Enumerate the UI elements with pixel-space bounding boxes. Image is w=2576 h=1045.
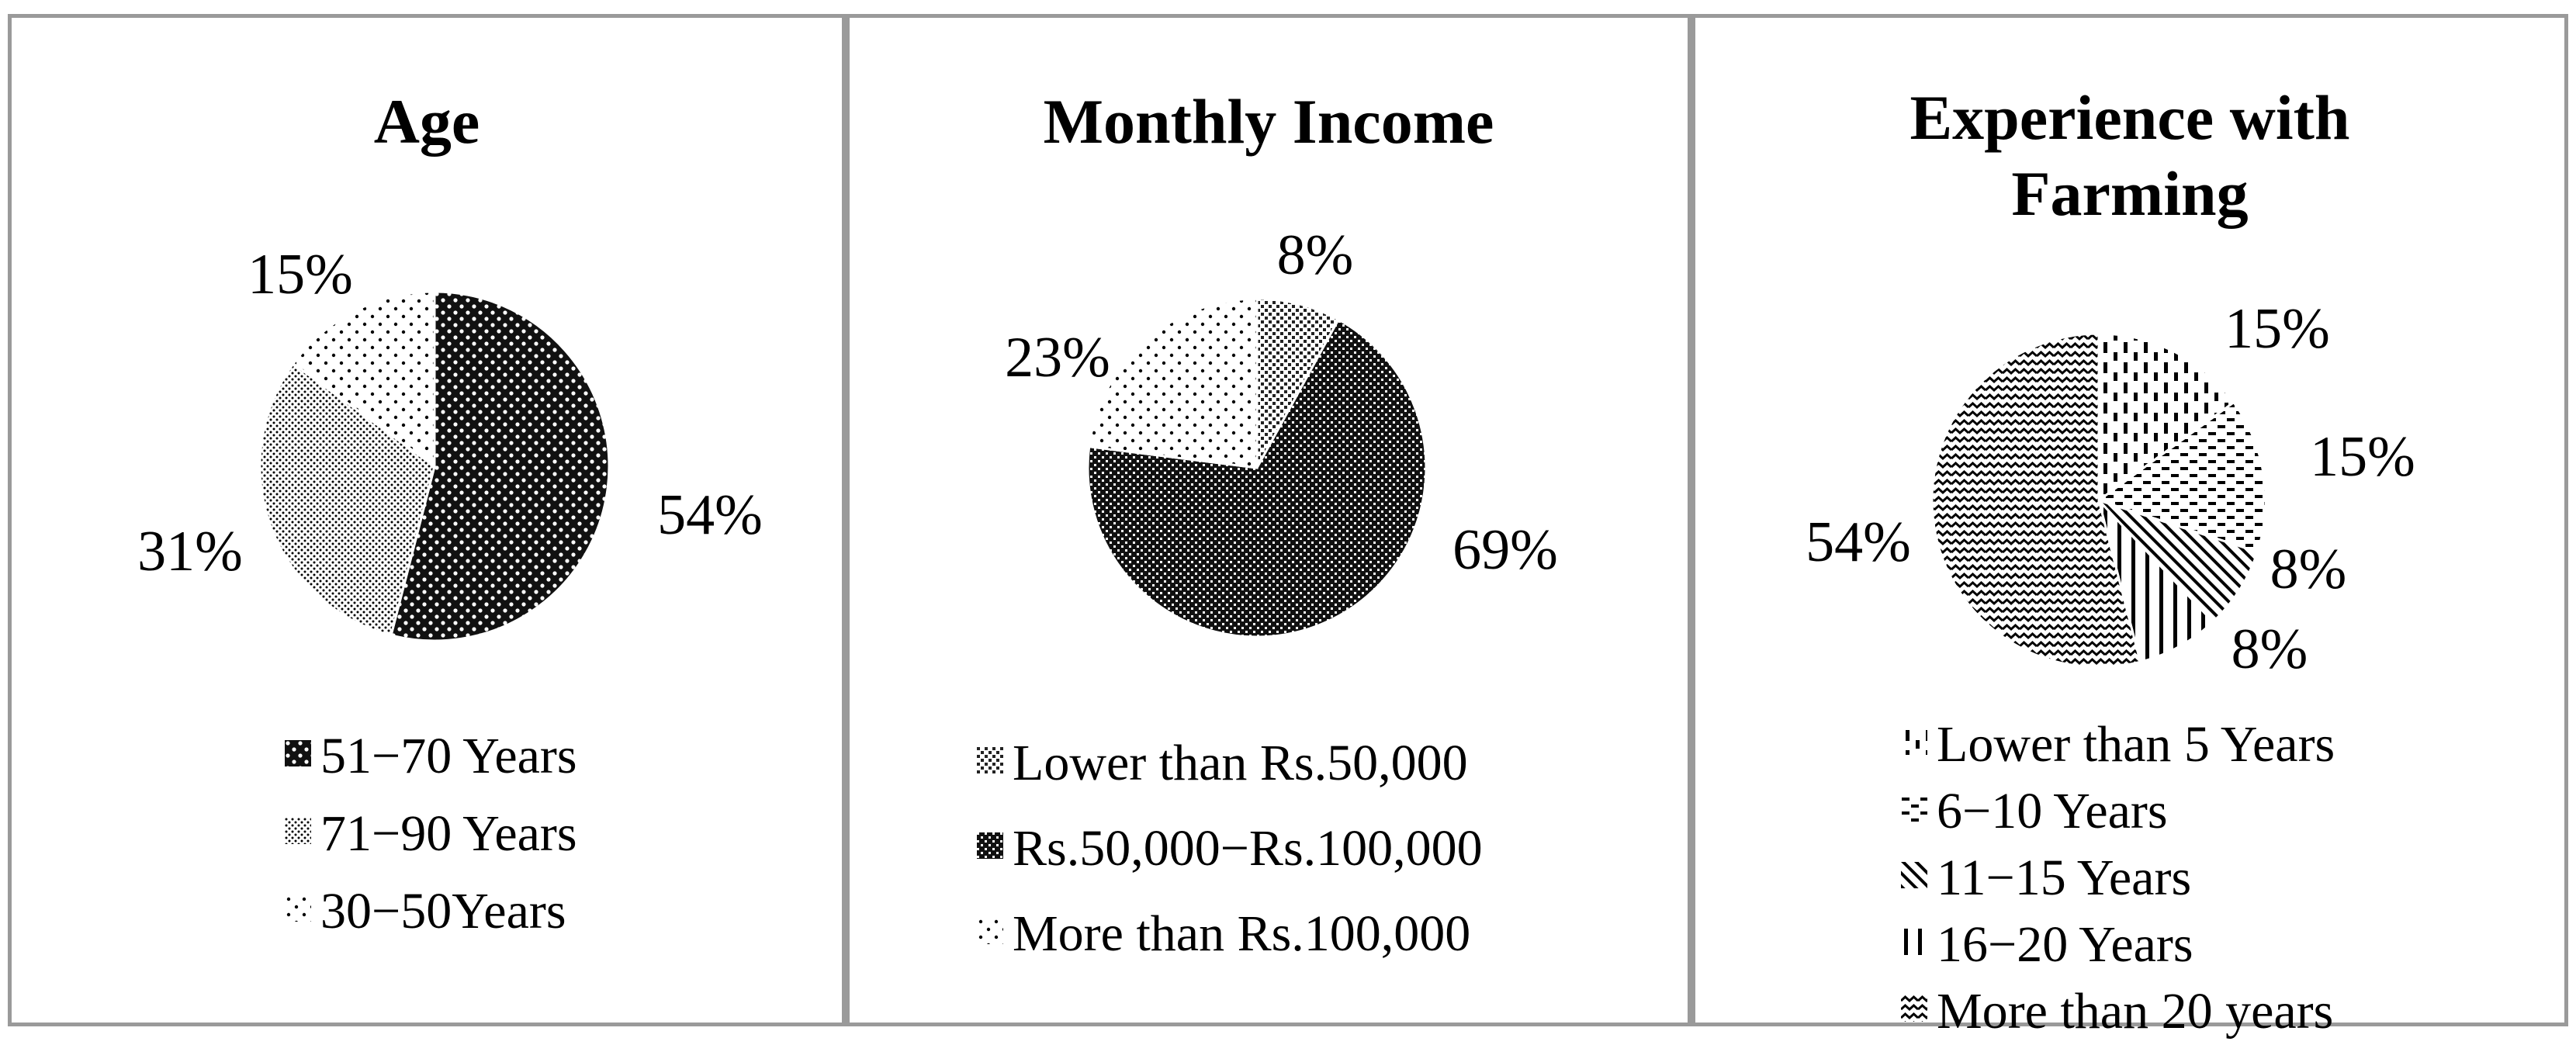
legend-item (977, 887, 1483, 972)
monthly-income-legend (977, 716, 1483, 972)
pie-slice (1089, 299, 1257, 468)
legend-item (1901, 773, 2335, 840)
legend-item (1901, 840, 2335, 907)
legend-label: Lower than Rs.50,000 (1013, 734, 1468, 791)
age-chart-panel (8, 14, 846, 1026)
legend-label: 6−10 Years (1937, 782, 2168, 839)
legend-label: 30−50Years (320, 882, 566, 939)
legend-swatch (1901, 929, 1927, 955)
legend-swatch (977, 832, 1003, 859)
legend-swatch (1901, 728, 1927, 755)
legend-item (977, 801, 1483, 887)
data-label: 8% (2270, 538, 2347, 601)
data-label: 69% (1452, 518, 1558, 582)
data-label: 8% (1276, 223, 1354, 287)
farming-experience-legend (1901, 707, 2335, 1040)
legend-swatch (977, 918, 1003, 944)
data-label: 54% (657, 483, 763, 547)
chart-title: Age (373, 86, 480, 157)
legend-item (1901, 907, 2335, 974)
legend-swatch (1901, 862, 1927, 888)
monthly-income-chart-panel (846, 14, 1691, 1026)
legend-label: 71−90 Years (320, 805, 577, 862)
data-label: 15% (2310, 425, 2415, 489)
legend-item (285, 868, 577, 946)
legend-swatch (285, 895, 311, 922)
legend-swatch (285, 818, 311, 844)
chart-title: Monthly Income (1043, 86, 1494, 157)
legend-item (285, 791, 577, 868)
legend-swatch (285, 740, 311, 766)
chart-title-line-2: Farming (2011, 158, 2249, 229)
legend-item (977, 716, 1483, 801)
farming-experience-chart-panel (1691, 14, 2568, 1040)
data-label: 15% (248, 243, 353, 306)
data-label: 15% (2225, 297, 2330, 361)
legend-label: 51−70 Years (320, 727, 577, 784)
legend-label: 11−15 Years (1937, 849, 2192, 906)
data-label: 23% (1005, 326, 1110, 389)
data-label: 54% (1806, 510, 1911, 574)
data-label: 8% (2231, 618, 2308, 681)
legend-label: Lower than 5 Years (1937, 715, 2335, 773)
legend-item (285, 713, 577, 791)
legend-label: More than Rs.100,000 (1013, 905, 1471, 962)
legend-swatch (1901, 995, 1927, 1022)
legend-swatch (1901, 795, 1927, 822)
legend-label: Rs.50,000−Rs.100,000 (1013, 819, 1483, 877)
chart-title-line-1: Experience with (1909, 82, 2350, 153)
legend-label: More than 20 years (1937, 982, 2334, 1040)
legend-item (1901, 974, 2335, 1040)
data-label: 31% (137, 520, 243, 583)
legend-item (1901, 707, 2335, 773)
legend-label: 16−20 Years (1937, 915, 2193, 973)
age-legend (285, 713, 577, 946)
legend-swatch (977, 747, 1003, 773)
